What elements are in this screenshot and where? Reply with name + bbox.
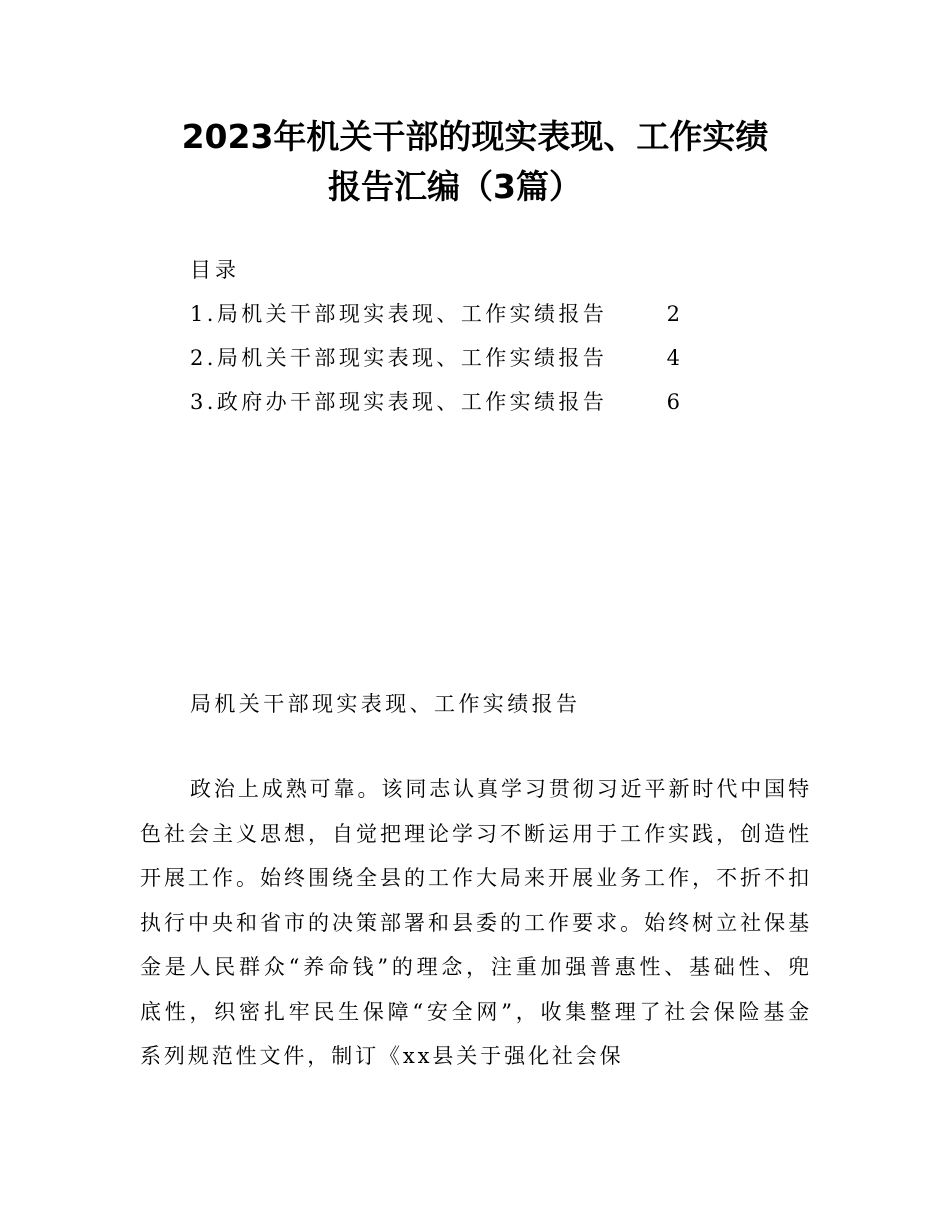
toc-item[interactable] xyxy=(190,380,710,424)
toc-item[interactable] xyxy=(190,336,710,380)
title-line-2: 报告汇编（3篇） xyxy=(328,167,582,206)
title-line-1: 2023年机关干部的现实表现、工作实绩 xyxy=(181,117,769,156)
toc-heading: 目录 xyxy=(190,258,240,282)
toc-item[interactable] xyxy=(190,292,710,336)
toc-item-page: 6 xyxy=(666,390,680,414)
table-of-contents xyxy=(190,248,710,424)
toc-item-label: 2.局机关干部现实表现、工作实绩报告 xyxy=(190,346,608,370)
body-paragraph: 政治上成熟可靠。该同志认真学习贯彻习近平新时代中国特色社会主义思想，自觉把理论学习不断运用于工作实践，创造性开展工作。始终围绕全县的工作大局来开展业务工作，不折不扣执行中央和省市的决策部署和县委的工作要求。始终树立社保基金是人民群众“养命钱”的理念，注重加强普惠性、基础性、兜底性，织密扎牢民生保障“安全网”，收集整理了社会保险基金系列规范性文件，制订《xx县关于强化社会保 xyxy=(140,777,812,1068)
toc-item-page: 2 xyxy=(666,302,680,326)
toc-item-label: 3.政府办干部现实表现、工作实绩报告 xyxy=(190,390,608,414)
section-title: 局机关干部现实表现、工作实绩报告 xyxy=(190,692,581,716)
toc-item-label: 1.局机关干部现实表现、工作实绩报告 xyxy=(190,302,608,326)
document-title xyxy=(140,112,810,212)
toc-item-page: 4 xyxy=(666,346,680,370)
